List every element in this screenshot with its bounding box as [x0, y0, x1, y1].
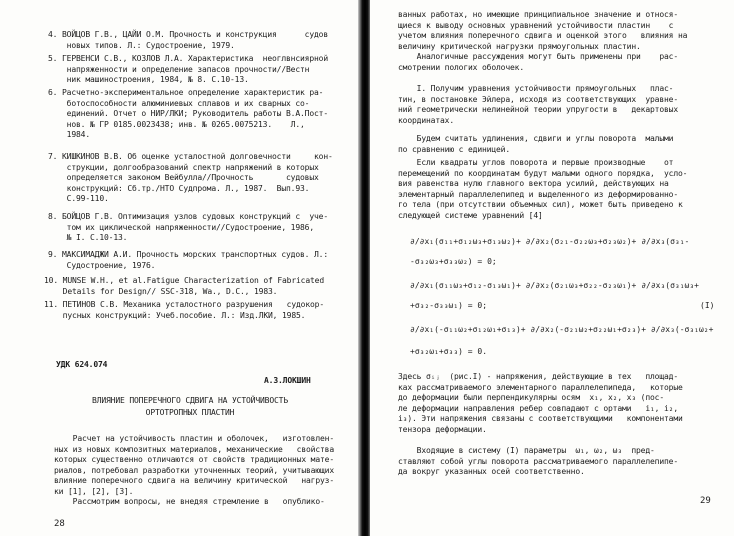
equation-2-line1: ∂/∂x₁(σ₁₁ω₃+σ₁₂-σ₁₃ω₁)+ ∂/∂x₂(σ₂₁ω₃+σ₂₂-σ₂₃ω₁)+ ∂/∂x₃(σ₃₁ω₃+	[410, 281, 699, 290]
reference-number: 11.	[44, 300, 58, 309]
reference-item-11	[44, 300, 324, 321]
reference-text: ГЕРВЕНСИ С.В., КОЗЛОВ Л.А. Характеристика неоглвнсиярной напряженности и определение запасов прочности//Вестн ник машиностроения, 1984, № 8. С.10-13.	[62, 54, 329, 84]
reference-text: Расчетно-экспериментальное определение характеристик ра- ботоспособности алюминиевых сплавов и их сварных со- единений. Отчет о НИР/ЛКИ; Руководитель работы В.А.Пост- нов. № ГР 0185.0023438; инв. № 0265.0075213. Л., 1984.	[62, 88, 328, 139]
equation-1-line1: ∂/∂x₁(σ₁₁+σ₁₂ω₃+σ₁₃ω₂)+ ∂/∂x₂(σ₂₁-σ₂₂ω₃+σ₂₃ω₂)+ ∂/∂x₃(σ₃₁-	[410, 237, 690, 246]
reference-text: КИШКИНОВ В.В. Об оценке усталостной долговечности кон- струкции, долгообразований спектр напряжений в которых определяется законом Вейбулла//Прочность судовых конструкций: Сб.тр./НТО Судпрома. Л., 1987. Вып.93. С.99-110.	[62, 152, 333, 203]
article-author: А.З.ЛОКШИН	[264, 376, 311, 385]
paragraph-intro: ванных работах, но имеющие принципиальное значение и относя- щиеся к выводу основных уравнений устойчивости пластин с учетом влияния поперечного сдвига и оценкой этого влияния на величину критической нагрузки прямоугольных пластин. Аналогичные рассуждения могут быть применены при рас- смотрении пологих оболочек.	[398, 10, 688, 72]
right-page	[370, 0, 734, 536]
reference-number: 10.	[44, 276, 58, 285]
reference-text: БОЙЦОВ Г.В. Оптимизация узлов судовых конструкций с уче- том их циклической напряженности//Судостроение, 1986, № I. С.10-13.	[62, 212, 329, 242]
left-page	[0, 0, 360, 536]
article-title-line2: ОРТОТРОПНЫХ ПЛАСТИН	[145, 408, 235, 417]
paragraph-euler: I. Получим уравнения устойчивости прямоугольных плас- тин, в постановке Эйлера, исходя из соответствующих уравне- ний геометрически нелинейной теории упругости в декартовых координатах.	[398, 84, 678, 125]
reference-text: MUNSE W.H., et al.Fatigue Characterization of Fabricated Details for Design// SSC-318, Wa., D.C., 1983.	[62, 276, 324, 296]
reference-text: ПЕТИНОВ С.В. Механика усталостного разрушения судокор- пусных конструкций: Учеб.пособие. Л.: Изд.ЛКИ, 1985.	[62, 300, 324, 320]
reference-text: МАКСИМАДЖИ А.И. Прочность морских транспортных судов. Л.: Судостроение, 1976.	[62, 250, 329, 270]
paragraph-rotations: Входящие в систему (I) параметры ω₁, ω₂, ω₃ пред- ставляют собой углы поворота рассматриваемого параллелепипе- да вокруг указанных осей соответственно.	[398, 446, 678, 476]
reference-item-6	[48, 88, 328, 141]
page-number-right: 29	[700, 496, 711, 506]
equation-3-line1: ∂/∂x₁(-σ₁₁ω₂+σ₁₂ω₁+σ₁₃)+ ∂/∂x₂(-σ₂₁ω₂+σ₂₂ω₁+σ₂₃)+ ∂/∂x₃(-σ₃₁ω₂+	[410, 325, 714, 334]
reference-number: 9.	[48, 250, 58, 259]
article-title-line1: ВЛИЯНИЕ ПОПЕРЕЧНОГО СДВИГА НА УСТОЙЧИВОСТЬ	[92, 396, 288, 405]
reference-item-7	[48, 152, 333, 205]
reference-item-8	[48, 212, 328, 244]
reference-item-9	[48, 250, 328, 271]
reference-number: 6.	[48, 88, 58, 97]
reference-item-10	[44, 276, 324, 297]
udc-code: УДК 624.074	[56, 360, 108, 369]
equation-number: (I)	[700, 301, 715, 310]
reference-text: ВОЙЦОВ Г.В., ЦАЙИ О.М. Прочность и конструкция судов новых типов. Л.: Судостроение, 1979.	[62, 30, 329, 50]
paragraph-stresses: Здесь σᵢⱼ (рис.I) - напряжения, действующие в тех площад- ках рассматриваемого элементарного параллелепипеда, которые до деформации были перпендикулярны осям x₁, x₂, x₃ (пос- ле деформации направления ребер совпадают с ортами i₁, i₂, i₃). Эти напряжения связаны с соответствующими компонентами тензора деформации.	[398, 372, 683, 434]
paragraph-equilibrium: Если квадраты углов поворота и первые производные от перемещений по координатам будут малыми одного порядка, усло- вия равенства нулю главного вектора усилий, действующих на элементарный параллелепипед и выделенного из деформированно- го тела (при отсутствии объемных сил), может быть приведено к следующей системе уравнений [4]	[398, 158, 688, 220]
equation-3-line2: +σ₃₂ω₁+σ₃₃) = 0.	[410, 347, 488, 356]
reference-item-5	[48, 54, 328, 86]
equation-1-line2: -σ₃₂ω₃+σ₃₃ω₂) = 0;	[410, 257, 497, 266]
equation-2-line2: +σ₃₂-σ₃₃ω₁) = 0;	[410, 301, 488, 310]
reference-number: 7.	[48, 152, 58, 161]
paragraph-assumption: Будем считать удлинения, сдвиги и углы поворота малыми по сравнению с единицей.	[398, 134, 674, 154]
reference-number: 4.	[48, 30, 58, 39]
reference-number: 8.	[48, 212, 58, 221]
page-number-left: 28	[54, 519, 65, 529]
article-body: Расчет на устойчивость пластин и оболочек, изготовлен- ных из новых композитных материалов, механические свойства которых существенно отличаются от свойств традиционных мате- риалов, потребовал разработки уточненных теорий, учитывающих влияние поперечного сдвига на величину критической нагруз- ки [1], [2], [3]. Рассмотрим вопросы, не внедяя стремление в опубликo-	[54, 434, 334, 506]
reference-number: 5.	[48, 54, 58, 63]
reference-item-4	[48, 30, 328, 51]
